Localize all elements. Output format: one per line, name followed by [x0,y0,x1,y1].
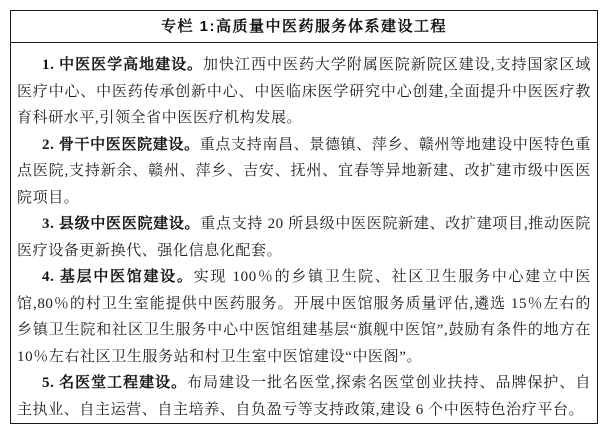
paragraph-1 [17,52,591,132]
paragraph-1-text: 加快江西中医药大学附属医院新院区建设,支持国家区域医疗中心、中医药传承创新中心、中医临床医学研究中心创建,全面提升中医医疗教育科研水平,引领全省中医医疗机构发展。 [17,57,591,126]
paragraph-4-text: 实现 100％的乡镇卫生院、社区卫生服务中心建立中医馆,80％的村卫生室能提供中医药服务。开展中医馆服务质量评估,遴选 15％左右的乡镇卫生院和社区卫生服务中心中医馆组建基层“旗舰中医馆”,鼓励有条件的地方在 10％左右社区卫生服务站和村卫生室中医馆建设“中医阁”。 [17,269,591,365]
column-box [10,10,598,424]
paragraph-5 [17,370,591,423]
paragraph-4 [17,264,591,370]
column-box-body [11,43,597,423]
paragraph-3 [17,211,591,264]
paragraph-2 [17,132,591,212]
paragraph-3-lead: 3. 县级中医医院建设。 [42,216,201,232]
paragraph-1-lead: 1. 中医医学高地建设。 [42,57,204,73]
paragraph-2-text: 重点支持南昌、景德镇、萍乡、赣州等地建设中医特色重点医院,支持新余、赣州、萍乡、吉安、抚州、宜春等异地新建、改扩建市级中医医院项目。 [17,136,591,206]
paragraph-2-lead: 2. 骨干中医医院建设。 [42,136,200,153]
column-box-title: 专栏 1:高质量中医药服务体系建设工程 [11,11,597,43]
paragraph-5-lead: 5. 名医堂工程建设。 [42,375,188,391]
paragraph-3-text: 重点支持 20 所县级中医医院新建、改扩建项目,推动医院医疗设备更新换代、强化信息化配套。 [17,216,592,259]
paragraph-5-text: 布局建设一批名医堂,探索名医堂创业扶持、品牌保护、自主执业、自主运营、自主培养、自负盈亏等支持政策,建设 6 个中医特色治疗平台。 [17,375,591,418]
paragraph-4-lead: 4. 基层中医馆建设。 [42,269,194,285]
